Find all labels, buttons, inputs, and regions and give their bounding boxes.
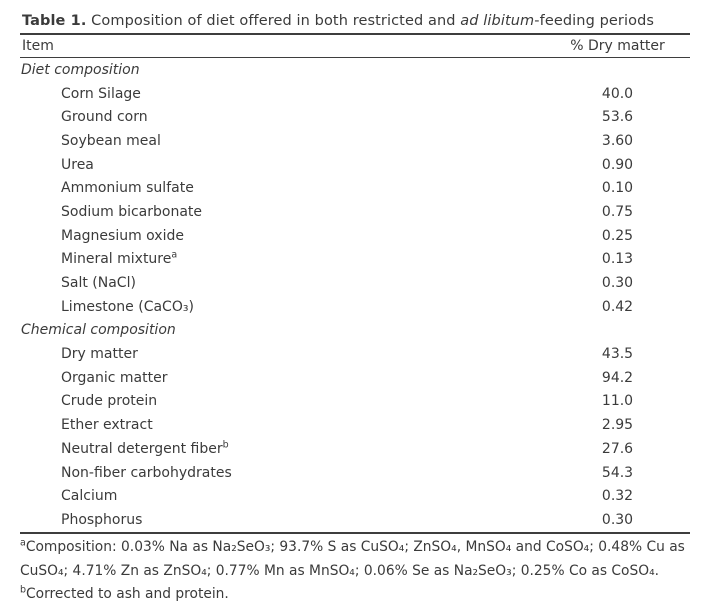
item-label: Non-fiber carbohydrates	[61, 464, 232, 481]
table-row	[20, 153, 690, 177]
footnote-marker: b	[20, 584, 27, 596]
table-row	[20, 437, 690, 461]
item-label: Urea	[61, 156, 94, 173]
item-value: 94.2	[601, 369, 634, 386]
item-value: 2.95	[601, 417, 634, 434]
item-value: 0.42	[601, 298, 634, 315]
table-row	[20, 413, 690, 437]
item-label: Dry matter	[61, 346, 138, 363]
item-value: 54.3	[601, 464, 634, 481]
table-header-row	[20, 35, 690, 57]
item-label: Neutral detergent fiber$^b$	[61, 439, 229, 457]
table-row	[20, 484, 690, 508]
item-label: Crude protein	[61, 393, 158, 410]
footnote-text: Composition: 0.03% Na as Na₂SeO₃; 93.7% S as CuSO₄; ZnSO₄, MnSO₄ and CoSO₄; 0.48% Cu as CuSO₄; 4.71% Zn as ZnSO₄; 0.77% Mn as MnSO₄; 0.06% Se as Na₂SeO₃; 0.25% Co as CoSO₄.	[20, 538, 685, 579]
item-label: Corn Silage	[61, 85, 141, 102]
item-label: Salt (NaCl)	[61, 275, 136, 292]
caption-italic-phrase: ad libitum	[460, 13, 535, 29]
footnote-marker: a	[20, 537, 26, 549]
table-row	[20, 390, 690, 414]
bottom-divider	[20, 532, 690, 534]
item-label: Mineral mixture$^a$	[61, 249, 178, 268]
item-label: Ammonium sulfate	[61, 180, 194, 197]
column-header-value: % Dry matter	[570, 38, 665, 54]
table-row	[20, 271, 690, 295]
item-value: 0.30	[601, 275, 634, 292]
item-value: 0.30	[601, 511, 634, 528]
table-row	[20, 295, 690, 319]
table-row	[20, 248, 690, 272]
table-row	[20, 342, 690, 366]
table-row	[20, 200, 690, 224]
item-value: 0.90	[601, 156, 634, 173]
item-label: Ground corn	[61, 109, 148, 126]
table-row	[20, 508, 690, 532]
item-label: Ether extract	[61, 417, 153, 434]
item-value: 0.75	[601, 203, 634, 220]
table-row	[20, 82, 690, 106]
item-label: Sodium bicarbonate	[61, 203, 203, 220]
table-row	[20, 366, 690, 390]
table-footnotes	[20, 536, 690, 607]
table-number: Table 1.	[22, 13, 87, 29]
item-value: 53.6	[601, 109, 634, 126]
section-heading-row	[20, 58, 690, 82]
item-value: 0.32	[601, 488, 634, 505]
item-value: 43.5	[601, 346, 634, 363]
item-value: 27.6	[601, 440, 634, 457]
item-label: Calcium	[61, 488, 118, 505]
item-value: 11.0	[601, 393, 634, 410]
footnote	[20, 583, 690, 607]
table-row	[20, 224, 690, 248]
item-value: 3.60	[601, 132, 634, 149]
section-heading-row	[20, 319, 690, 343]
footnote-text: Corrected to ash and protein.	[26, 586, 229, 603]
item-label: Organic matter	[61, 369, 168, 386]
table-row	[20, 461, 690, 485]
table-row	[20, 176, 690, 200]
item-label: Soybean meal	[61, 132, 161, 149]
table-caption	[20, 9, 690, 33]
caption-text-1: Composition of diet offered in both restricted and	[86, 13, 461, 29]
table-body	[20, 58, 690, 532]
item-value: 40.0	[601, 85, 634, 102]
section-heading: Chemical composition	[21, 322, 176, 339]
item-label: Magnesium oxide	[61, 227, 184, 244]
caption-text-2: -feeding periods	[534, 13, 655, 29]
item-label: Limestone (CaCO₃)	[61, 298, 194, 315]
item-footnote-marker: b	[222, 439, 229, 451]
table-row	[20, 129, 690, 153]
item-footnote-marker: a	[171, 249, 178, 261]
item-value: 0.25	[601, 227, 634, 244]
footnote	[20, 536, 690, 584]
item-label: Phosphorus	[61, 511, 143, 528]
item-value: 0.10	[601, 180, 634, 197]
table-row	[20, 105, 690, 129]
item-value: 0.13	[601, 251, 634, 268]
column-header-item: Item	[22, 38, 54, 54]
section-heading: Diet composition	[21, 61, 140, 78]
